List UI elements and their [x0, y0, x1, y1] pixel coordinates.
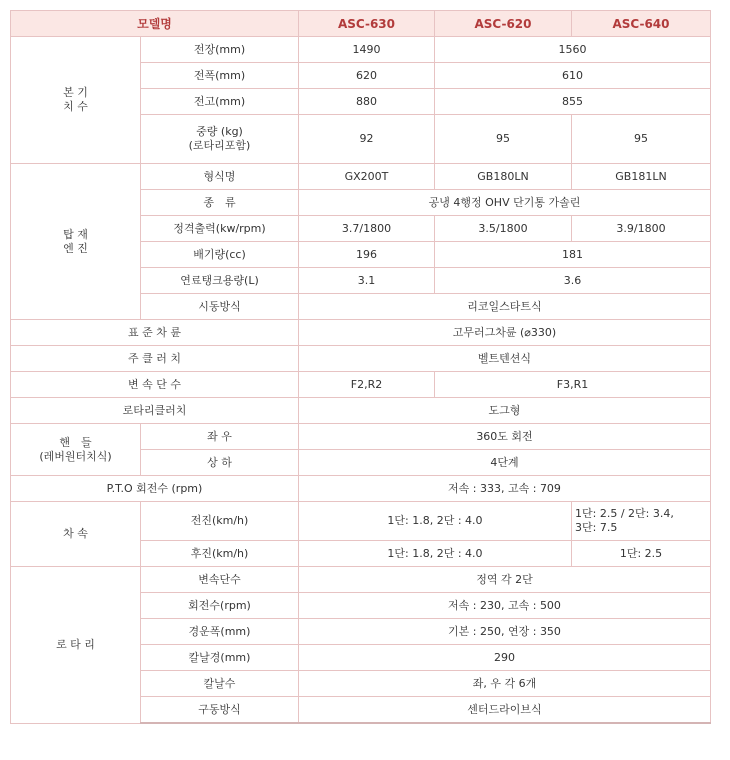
value-forward-630-620: 1단: 1.8, 2단 : 4.0 — [299, 502, 572, 541]
value-rotary-gear: 정역 각 2단 — [299, 567, 711, 593]
table-row — [11, 164, 711, 190]
table-row — [11, 346, 711, 372]
value-handle-ud: 4단계 — [299, 450, 711, 476]
value-gear-stages-620-640: F3,R1 — [435, 372, 711, 398]
value-engine-model-620: GB180LN — [435, 164, 572, 190]
value-engine-model-630: GX200T — [299, 164, 435, 190]
value-reverse-630-620: 1단: 1.8, 2단 : 4.0 — [299, 541, 572, 567]
label-weight: 중량 (kg) (로타리포함) — [141, 115, 299, 164]
table-row — [11, 476, 711, 502]
label-engine-model: 형식명 — [141, 164, 299, 190]
label-rotary-clutch: 로타리클러치 — [11, 398, 299, 424]
label-length: 전장(mm) — [141, 37, 299, 63]
value-blade-dia: 290 — [299, 645, 711, 671]
label-engine-type: 종 류 — [141, 190, 299, 216]
value-main-clutch: 벨트텐션식 — [299, 346, 711, 372]
header-asc620: ASC-620 — [435, 11, 572, 37]
label-width: 전폭(mm) — [141, 63, 299, 89]
label-drive: 구동방식 — [141, 697, 299, 724]
value-rotary-rpm: 저속 : 230, 고속 : 500 — [299, 593, 711, 619]
value-blade-count: 좌, 우 각 6개 — [299, 671, 711, 697]
group-handle: 핸 들 (레버원터치식) — [11, 424, 141, 476]
label-standard-wheel: 표 준 차 륜 — [11, 320, 299, 346]
value-length-630: 1490 — [299, 37, 435, 63]
header-asc630: ASC-630 — [299, 11, 435, 37]
value-fuel-tank-630: 3.1 — [299, 268, 435, 294]
label-rated-output: 정격출력(kw/rpm) — [141, 216, 299, 242]
label-blade-count: 칼날수 — [141, 671, 299, 697]
spec-table — [10, 10, 711, 724]
header-model: 모델명 — [11, 11, 299, 37]
label-start: 시동방식 — [141, 294, 299, 320]
table-row — [11, 502, 711, 541]
label-height: 전고(mm) — [141, 89, 299, 115]
value-engine-model-640: GB181LN — [572, 164, 711, 190]
value-height-630: 880 — [299, 89, 435, 115]
value-handle-lr: 360도 회전 — [299, 424, 711, 450]
table-row — [11, 320, 711, 346]
value-weight-630: 92 — [299, 115, 435, 164]
label-handle-lr: 좌 우 — [141, 424, 299, 450]
value-fuel-tank-620-640: 3.6 — [435, 268, 711, 294]
value-displacement-630: 196 — [299, 242, 435, 268]
label-handle-ud: 상 하 — [141, 450, 299, 476]
value-height-620-640: 855 — [435, 89, 711, 115]
value-standard-wheel: 고무러그차륜 (⌀330) — [299, 320, 711, 346]
label-reverse: 후진(km/h) — [141, 541, 299, 567]
table-row — [11, 424, 711, 450]
label-forward: 전진(km/h) — [141, 502, 299, 541]
group-body-dims: 본 기 치 수 — [11, 37, 141, 164]
value-drive: 센터드라이브식 — [299, 697, 711, 724]
label-rotary-gear: 변속단수 — [141, 567, 299, 593]
header-row — [11, 11, 711, 37]
label-gear-stages: 변 속 단 수 — [11, 372, 299, 398]
group-engine: 탑 재 엔 진 — [11, 164, 141, 320]
value-weight-620: 95 — [435, 115, 572, 164]
value-rated-output-620: 3.5/1800 — [435, 216, 572, 242]
label-blade-dia: 칼날경(mm) — [141, 645, 299, 671]
label-fuel-tank: 연료탱크용량(L) — [141, 268, 299, 294]
label-tilling-width: 경운폭(mm) — [141, 619, 299, 645]
group-speed: 차 속 — [11, 502, 141, 567]
value-width-620-640: 610 — [435, 63, 711, 89]
group-rotary: 로 타 리 — [11, 567, 141, 724]
table-row — [11, 567, 711, 593]
value-length-620-640: 1560 — [435, 37, 711, 63]
value-rotary-clutch: 도그형 — [299, 398, 711, 424]
header-asc640: ASC-640 — [572, 11, 711, 37]
label-rotary-rpm: 회전수(rpm) — [141, 593, 299, 619]
value-forward-640: 1단: 2.5 / 2단: 3.4, 3단: 7.5 — [572, 502, 711, 541]
value-gear-stages-630: F2,R2 — [299, 372, 435, 398]
value-reverse-640: 1단: 2.5 — [572, 541, 711, 567]
value-engine-type: 공냉 4행정 OHV 단기통 가솔린 — [299, 190, 711, 216]
table-row — [11, 37, 711, 63]
value-pto: 저속 : 333, 고속 : 709 — [299, 476, 711, 502]
value-start: 리코일스타트식 — [299, 294, 711, 320]
value-rated-output-630: 3.7/1800 — [299, 216, 435, 242]
label-pto: P.T.O 회전수 (rpm) — [11, 476, 299, 502]
value-displacement-620-640: 181 — [435, 242, 711, 268]
label-main-clutch: 주 클 러 치 — [11, 346, 299, 372]
value-rated-output-640: 3.9/1800 — [572, 216, 711, 242]
table-row — [11, 398, 711, 424]
table-row — [11, 372, 711, 398]
value-tilling-width: 기본 : 250, 연장 : 350 — [299, 619, 711, 645]
value-width-630: 620 — [299, 63, 435, 89]
label-displacement: 배기량(cc) — [141, 242, 299, 268]
value-weight-640: 95 — [572, 115, 711, 164]
